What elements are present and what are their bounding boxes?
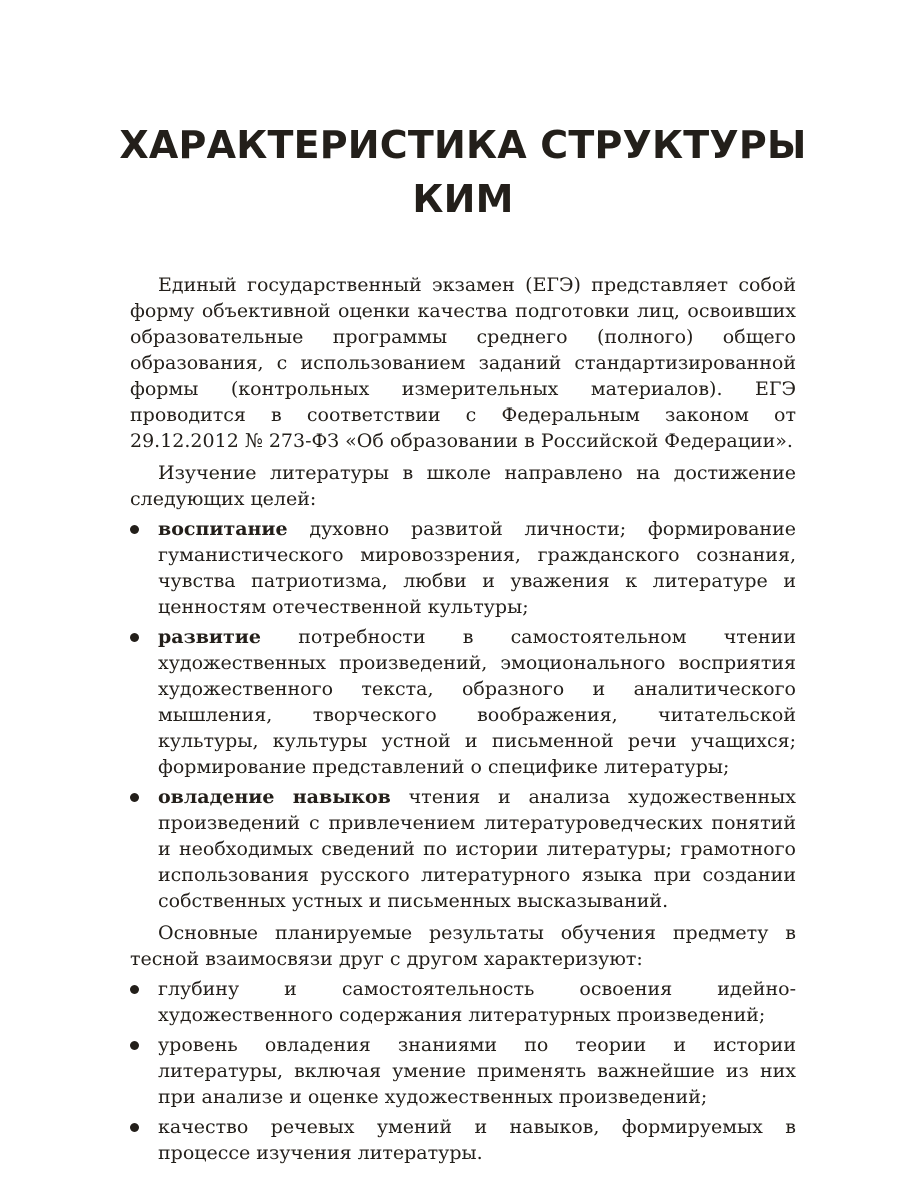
goal-text: потребности в самостоятельном чтении художественных произведений, эмоционального восприятия художественного текста, образного и аналитического мышления, творческого воображения, читательской культуры, культуры устной и письменной речи учащихся; формирование представлений о специфике литературы; xyxy=(158,626,796,778)
goals-intro-paragraph: Изучение литературы в школе направлено на достижение следующих целей: xyxy=(130,462,796,510)
bullet-icon xyxy=(130,525,139,534)
intro-paragraph: Единый государственный экзамен (ЕГЭ) представляет собой форму объективной оценки качества подготовки лиц, освоивших образовательные программы среднего (полного) общего образования, с использованием заданий стандартизированной формы (контрольных измерительных материалов). ЕГЭ проводится в соответствии с Федеральным законом от 29.12.2012 № 273-ФЗ «Об образовании в Российской Федерации». xyxy=(130,274,796,452)
page xyxy=(119,118,807,1166)
list-item xyxy=(130,1114,796,1166)
result-text: уровень овладения знаниями по теории и истории литературы, включая умение применять важнейшие из них при анализе и оценке художественных произведений; xyxy=(158,1034,796,1108)
results-list xyxy=(130,976,796,1166)
goal-keyword: овладение навыков xyxy=(158,786,391,808)
list-item xyxy=(130,784,796,914)
goal-keyword: воспитание xyxy=(158,518,288,540)
goal-text: духовно развитой личности; формирование гуманистического мировоззрения, гражданского сознания, чувства патриотизма, любви и уважения к литературе и ценностям отечественной культуры; xyxy=(158,518,796,618)
result-text: глубину и самостоятельность освоения идейно-художественного содержания литературных произведений; xyxy=(158,978,796,1026)
list-item xyxy=(130,624,796,780)
page-title xyxy=(110,118,816,226)
bullet-icon xyxy=(130,793,139,802)
goals-list xyxy=(130,516,796,914)
list-item xyxy=(130,1032,796,1110)
bullet-icon xyxy=(130,1041,139,1050)
list-item xyxy=(130,516,796,620)
goal-text: чтения и анализа художественных произведений с привлечением литературоведческих понятий и необходимых сведений по истории литературы; грамотного использования русского литературного языка при создании собственных устных и письменных высказываний. xyxy=(158,786,796,912)
bullet-icon xyxy=(130,985,139,994)
list-item xyxy=(130,976,796,1028)
result-text: качество речевых умений и навыков, формируемых в процессе изучения литературы. xyxy=(158,1116,796,1164)
bullet-icon xyxy=(130,633,139,642)
bullet-icon xyxy=(130,1123,139,1132)
page-title-line-2: КИМ xyxy=(412,177,514,221)
results-intro-paragraph: Основные планируемые результаты обучения предмету в тесной взаимосвязи друг с другом характеризуют: xyxy=(130,922,796,970)
goal-keyword: развитие xyxy=(158,626,261,648)
page-title-line-1: ХАРАКТЕРИСТИКА СТРУКТУРЫ xyxy=(119,123,807,167)
body-text xyxy=(130,272,796,1166)
